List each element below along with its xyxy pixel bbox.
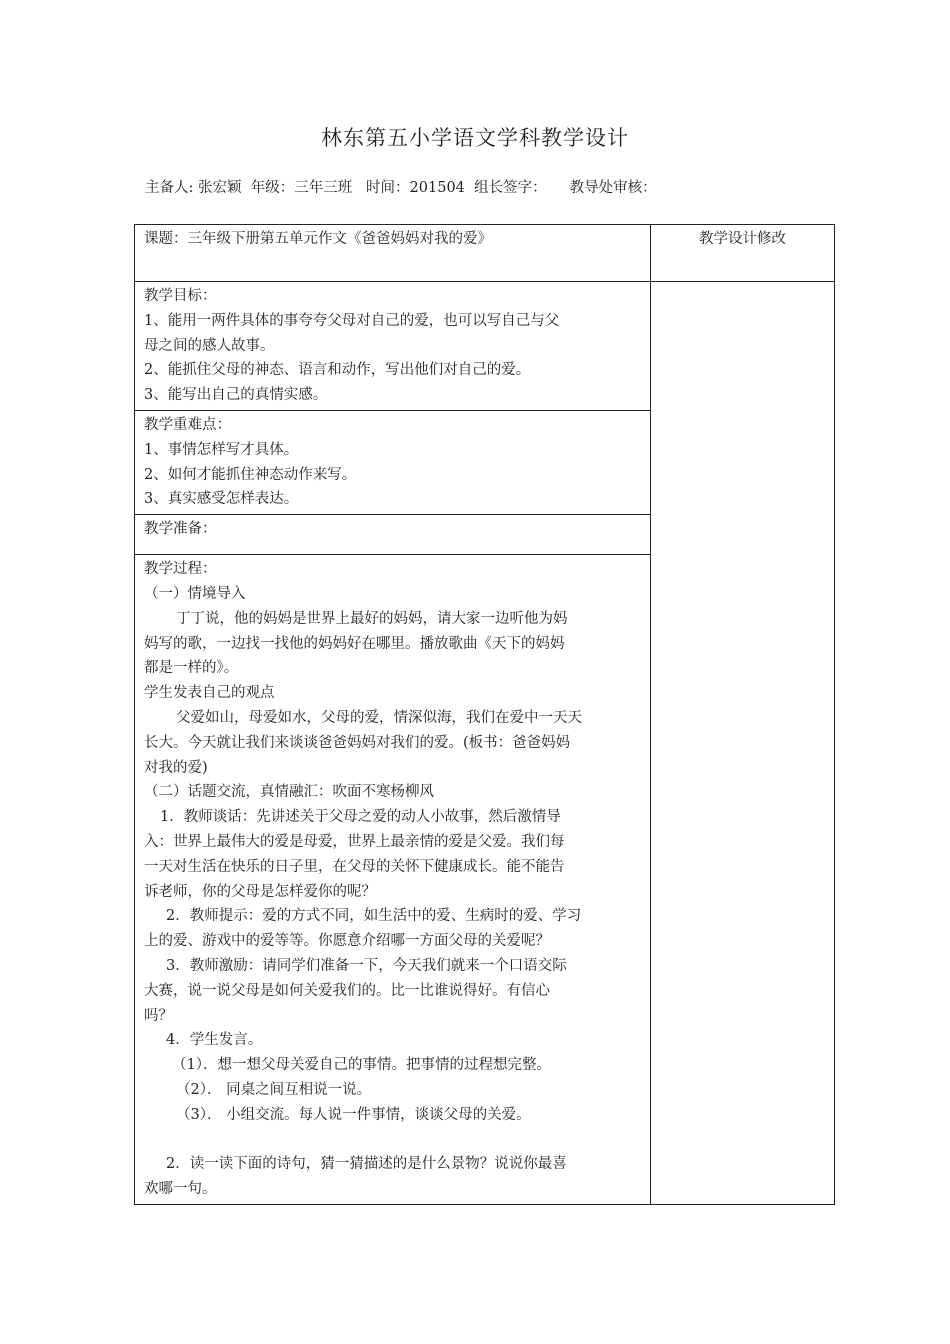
lesson-plan-table bbox=[134, 224, 835, 1205]
preparation-heading: 教学准备： bbox=[144, 521, 217, 538]
objectives-line: 母之间的感人故事。 bbox=[144, 337, 275, 354]
paragraph-line: 学生发表自己的观点 bbox=[144, 685, 275, 702]
objectives-heading: 教学目标： bbox=[144, 288, 217, 304]
paragraph-line: 4．学生发言。 bbox=[166, 1032, 263, 1049]
paragraph-line: 入：世界上最伟大的爱是母爱，世界上最亲情的爱是父爱。我们每 bbox=[144, 833, 565, 850]
section-heading: （一）情境导入 bbox=[144, 585, 246, 602]
paragraph-line: 1．教师谈话：先讲述关于父母之爱的动人小故事，然后激情导 bbox=[160, 809, 561, 826]
objectives-line: 3、能写出自己的真情实感。 bbox=[144, 387, 328, 404]
blank-line bbox=[144, 1128, 641, 1153]
paragraph-line: 父爱如山，母爱如水，父母的爱，情深似海，我们在爱中一天天 bbox=[176, 709, 582, 726]
sub-item-line: （1）．想一想父母关爱自己的事情。把事情的过程想完整。 bbox=[172, 1057, 551, 1074]
paragraph-line: 2．读一读下面的诗句，猜一猜描述的是什么景物？说说你最喜 bbox=[166, 1156, 567, 1173]
difficulties-line: 2、如何才能抓住神态动作来写。 bbox=[144, 466, 357, 483]
sub-item-line: （3）． 小组交流。每人说一件事情，谈谈父母的关爱。 bbox=[176, 1106, 531, 1123]
page-title: 林东第五小学语文学科教学设计 bbox=[321, 126, 629, 150]
objectives-line: 2、能抓住父母的神态、语言和动作，写出他们对自己的爱。 bbox=[144, 362, 531, 379]
preparation-cell bbox=[135, 515, 651, 555]
difficulties-heading: 教学重难点： bbox=[144, 416, 231, 433]
revision-header: 教学设计修改 bbox=[699, 231, 786, 247]
difficulties-cell bbox=[135, 410, 651, 514]
process-cell bbox=[135, 555, 651, 1205]
paragraph-line: 欢哪一句。 bbox=[144, 1181, 217, 1198]
objectives-line: 1、能用一两件具体的事夸夸父母对自己的爱，也可以写自己与父 bbox=[144, 312, 560, 329]
topic-text: 课题：三年级下册第五单元作文《爸爸妈妈对我的爱》 bbox=[144, 231, 492, 247]
paragraph-line: 妈写的歌，一边找一找他的妈妈好在哪里。播放歌曲《天下的妈妈 bbox=[144, 635, 565, 652]
paragraph-line: 诉老师，你的父母是怎样爱你的呢？ bbox=[144, 883, 376, 900]
paragraph-line: 3．教师激励：请同学们准备一下，今天我们就来一个口语交际 bbox=[166, 957, 567, 974]
paragraph-line: 都是一样的》。 bbox=[144, 660, 239, 677]
section-heading: （二）话题交流，真情融汇：吹面不寒杨柳风 bbox=[144, 784, 434, 801]
header-meta: 主备人: 张宏颖 年级：三年三班 时间：201504 组长签字： 教导处审核： bbox=[145, 180, 657, 196]
paragraph-line: 大赛，说一说父母是如何关爱我们的。比一比谁说得好。有信心 bbox=[144, 982, 550, 999]
process-heading: 教学过程： bbox=[144, 561, 217, 578]
paragraph-line: 一天对生活在快乐的日子里，在父母的关怀下健康成长。能不能告 bbox=[144, 858, 565, 875]
paragraph-line: 丁丁说，他的妈妈是世界上最好的妈妈，请大家一边听他为妈 bbox=[176, 610, 568, 627]
difficulties-line: 3、真实感受怎样表达。 bbox=[144, 491, 299, 508]
topic-cell bbox=[135, 225, 651, 282]
paragraph-line: 上的爱、游戏中的爱等等。你愿意介绍哪一方面父母的关爱呢？ bbox=[144, 933, 550, 950]
paragraph-line: 吗？ bbox=[144, 1007, 173, 1024]
paragraph-line: 2．教师提示：爱的方式不同，如生活中的爱、生病时的爱、学习 bbox=[166, 908, 582, 925]
objectives-cell bbox=[135, 282, 651, 411]
difficulties-line: 1、事情怎样写才具体。 bbox=[144, 441, 299, 458]
sub-item-line: （2）． 同桌之间互相说一说。 bbox=[176, 1081, 372, 1098]
revision-header-cell bbox=[651, 225, 835, 282]
paragraph-line: 对我的爱) bbox=[144, 759, 208, 776]
paragraph-line: 长大。今天就让我们来谈谈爸爸妈妈对我们的爱。(板书：爸爸妈妈 bbox=[144, 734, 571, 751]
revision-column bbox=[651, 282, 835, 1205]
